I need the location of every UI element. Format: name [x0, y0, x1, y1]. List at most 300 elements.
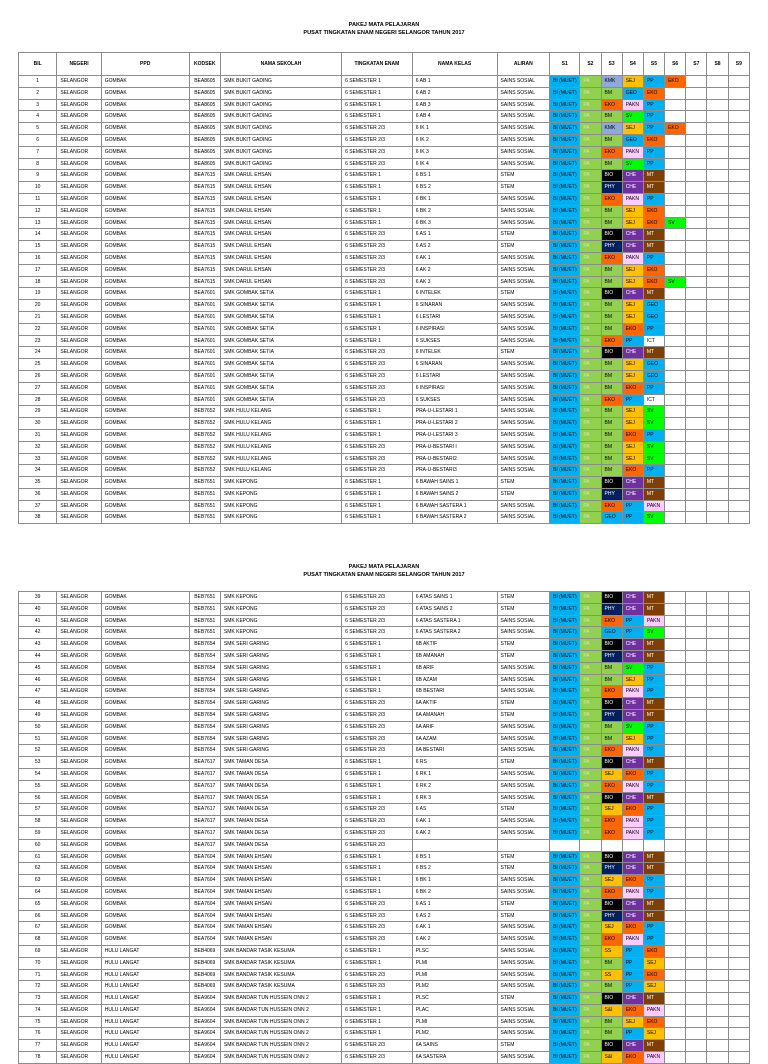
cell-aliran: SAINS SOSIAL — [497, 674, 550, 686]
cell-kodsek: BEB7651 — [189, 615, 220, 627]
table-row — [19, 182, 750, 194]
cell-s2: PA — [580, 945, 601, 957]
cell-negeri: SELANGOR — [57, 1040, 101, 1052]
table-row — [19, 465, 750, 477]
cell-bil: 25 — [19, 359, 57, 371]
cell-kodsek: BEA7615 — [189, 241, 220, 253]
cell-s7 — [686, 323, 707, 335]
cell-s1: BI (MUET) — [550, 650, 580, 662]
cell-aliran: SAINS SOSIAL — [497, 311, 550, 323]
cell-s1: BI (MUET) — [550, 300, 580, 312]
cell-aliran: STEM — [497, 241, 550, 253]
cell-s1: BI (MUET) — [550, 1028, 580, 1040]
cell-nama-kelas: 6 INSPIRASI — [412, 323, 497, 335]
cell-s6 — [665, 264, 686, 276]
cell-nama-sekolah: SMK KEPONG — [220, 592, 341, 604]
table-row — [19, 477, 750, 489]
cell-nama-kelas: 6 BK 1 — [412, 875, 497, 887]
cell-s5: EKO — [643, 945, 664, 957]
cell-s7 — [686, 453, 707, 465]
cell-aliran: SAINS SOSIAL — [497, 945, 550, 957]
cell-tingkatan: 6 SEMESTER 1 — [342, 406, 413, 418]
cell-s1: BI (MUET) — [550, 229, 580, 241]
cell-s7 — [686, 851, 707, 863]
cell-s6 — [665, 957, 686, 969]
cell-s4: PAKN — [622, 686, 643, 698]
table-row — [19, 87, 750, 99]
cell-s3: EKO — [601, 394, 622, 406]
cell-s2: PA — [580, 182, 601, 194]
cell-negeri: SELANGOR — [57, 792, 101, 804]
cell-s1: BI (MUET) — [550, 662, 580, 674]
cell-s3: PHY — [601, 650, 622, 662]
cell-s2: PA — [580, 76, 601, 88]
cell-s8 — [707, 780, 728, 792]
cell-kodsek: BEB4069 — [189, 981, 220, 993]
cell-s4: EKO — [622, 1004, 643, 1016]
table-body — [19, 592, 750, 1064]
cell-s5: MT — [643, 170, 664, 182]
cell-s5: PP — [643, 827, 664, 839]
header-s7: S7 — [686, 53, 707, 76]
cell-nama-sekolah: SMK GOMBAK SETIA — [220, 288, 341, 300]
table-row — [19, 768, 750, 780]
cell-negeri: SELANGOR — [57, 182, 101, 194]
cell-s3: BM — [601, 134, 622, 146]
cell-s4: PP — [622, 500, 643, 512]
cell-s1: BI (MUET) — [550, 934, 580, 946]
header-s6: S6 — [665, 53, 686, 76]
cell-s7 — [686, 311, 707, 323]
cell-ppd: GOMBAK — [101, 768, 189, 780]
cell-s5: PP — [643, 193, 664, 205]
cell-kodsek: BEA7615 — [189, 217, 220, 229]
cell-nama-sekolah: SMK BANDAR TUN HUSSEIN ONN 2 — [220, 1028, 341, 1040]
cell-negeri: SELANGOR — [57, 382, 101, 394]
cell-tingkatan: 6 SEMESTER 1 — [342, 429, 413, 441]
cell-aliran: SAINS SOSIAL — [497, 323, 550, 335]
cell-s3: GEO — [601, 512, 622, 524]
cell-aliran: SAINS SOSIAL — [497, 418, 550, 430]
cell-kodsek: BEA7604 — [189, 898, 220, 910]
cell-negeri: SELANGOR — [57, 886, 101, 898]
cell-aliran: SAINS SOSIAL — [497, 500, 550, 512]
cell-s8 — [707, 686, 728, 698]
cell-s4: SEJ — [622, 123, 643, 135]
cell-bil: 45 — [19, 662, 57, 674]
cell-negeri: SELANGOR — [57, 910, 101, 922]
cell-kodsek: BEA7601 — [189, 347, 220, 359]
cell-ppd: GOMBAK — [101, 158, 189, 170]
cell-bil: 51 — [19, 733, 57, 745]
table-row — [19, 674, 750, 686]
cell-nama-sekolah: SMK TAMAN EHSAN — [220, 910, 341, 922]
cell-tingkatan: 6 SEMESTER 2/3 — [342, 721, 413, 733]
cell-negeri: SELANGOR — [57, 851, 101, 863]
cell-s3: BM — [601, 276, 622, 288]
cell-nama-sekolah: SMK SERI GARING — [220, 686, 341, 698]
cell-s1: BI (MUET) — [550, 323, 580, 335]
cell-bil: 65 — [19, 898, 57, 910]
cell-bil: 41 — [19, 615, 57, 627]
cell-negeri: SELANGOR — [57, 1004, 101, 1016]
cell-negeri: SELANGOR — [57, 335, 101, 347]
cell-s8 — [707, 721, 728, 733]
cell-s8 — [707, 969, 728, 981]
cell-bil: 19 — [19, 288, 57, 300]
subject-package-table-1 — [18, 52, 750, 524]
cell-tingkatan: 6 SEMESTER 2/3 — [342, 839, 413, 851]
cell-s6 — [665, 241, 686, 253]
cell-negeri: SELANGOR — [57, 288, 101, 300]
cell-s9 — [728, 674, 749, 686]
cell-s8 — [707, 1052, 728, 1064]
cell-negeri: SELANGOR — [57, 264, 101, 276]
table-row — [19, 111, 750, 123]
cell-s3: BIO — [601, 792, 622, 804]
cell-s6 — [665, 370, 686, 382]
cell-s9 — [728, 827, 749, 839]
table-row — [19, 757, 750, 769]
cell-s5: EKO — [643, 134, 664, 146]
cell-ppd: GOMBAK — [101, 639, 189, 651]
cell-s6 — [665, 300, 686, 312]
cell-negeri: SELANGOR — [57, 827, 101, 839]
header-s8: S8 — [707, 53, 728, 76]
cell-kodsek: BEA8605 — [189, 134, 220, 146]
cell-s7 — [686, 477, 707, 489]
cell-kodsek: BEA9604 — [189, 1040, 220, 1052]
cell-s8 — [707, 698, 728, 710]
cell-s3: EKO — [601, 886, 622, 898]
cell-ppd: HULU LANGAT — [101, 981, 189, 993]
cell-s6 — [665, 347, 686, 359]
cell-kodsek: BEA7615 — [189, 252, 220, 264]
cell-s3: BM — [601, 382, 622, 394]
cell-s2: PA — [580, 370, 601, 382]
cell-bil: 28 — [19, 394, 57, 406]
cell-s9 — [728, 969, 749, 981]
cell-s8 — [707, 370, 728, 382]
table-row — [19, 1040, 750, 1052]
cell-s1: BI (MUET) — [550, 429, 580, 441]
cell-aliran: STEM — [497, 863, 550, 875]
cell-ppd: GOMBAK — [101, 465, 189, 477]
header-negeri: NEGERI — [57, 53, 101, 76]
cell-s5: SV — [643, 453, 664, 465]
cell-tingkatan: 6 SEMESTER 1 — [342, 686, 413, 698]
cell-tingkatan: 6 SEMESTER 2/3 — [342, 898, 413, 910]
cell-s8 — [707, 477, 728, 489]
cell-s2: PA — [580, 158, 601, 170]
cell-s8 — [707, 1016, 728, 1028]
cell-nama-kelas: 6 AK 2 — [412, 934, 497, 946]
cell-aliran: SAINS SOSIAL — [497, 146, 550, 158]
cell-s1: BI (MUET) — [550, 111, 580, 123]
cell-aliran: SAINS SOSIAL — [497, 335, 550, 347]
cell-bil: 52 — [19, 745, 57, 757]
cell-s7 — [686, 1040, 707, 1052]
cell-s2: PA — [580, 99, 601, 111]
header-ppd: PPD — [101, 53, 189, 76]
cell-nama-sekolah: SMK DARUL EHSAN — [220, 276, 341, 288]
cell-negeri: SELANGOR — [57, 934, 101, 946]
cell-s6 — [665, 134, 686, 146]
cell-s1 — [550, 839, 580, 851]
cell-tingkatan: 6 SEMESTER 1 — [342, 945, 413, 957]
cell-s1: BI (MUET) — [550, 709, 580, 721]
cell-ppd: GOMBAK — [101, 123, 189, 135]
cell-kodsek: BEB4069 — [189, 945, 220, 957]
cell-tingkatan: 6 SEMESTER 1 — [342, 674, 413, 686]
cell-s6 — [665, 686, 686, 698]
cell-aliran: SAINS SOSIAL — [497, 453, 550, 465]
cell-s7 — [686, 300, 707, 312]
cell-negeri: SELANGOR — [57, 229, 101, 241]
cell-s9 — [728, 639, 749, 651]
cell-nama-kelas: 6 IK 3 — [412, 146, 497, 158]
cell-nama-kelas: 6 IK 1 — [412, 123, 497, 135]
cell-s5: MT — [643, 347, 664, 359]
cell-s9 — [728, 453, 749, 465]
cell-s9 — [728, 252, 749, 264]
cell-bil: 66 — [19, 910, 57, 922]
cell-s3: BM — [601, 300, 622, 312]
cell-s6 — [665, 193, 686, 205]
cell-s8 — [707, 981, 728, 993]
cell-tingkatan: 6 SEMESTER 1 — [342, 768, 413, 780]
cell-s9 — [728, 745, 749, 757]
cell-aliran: STEM — [497, 993, 550, 1005]
cell-nama-kelas: 6 BK 2 — [412, 205, 497, 217]
cell-s3 — [601, 839, 622, 851]
cell-tingkatan: 6 SEMESTER 2/3 — [342, 969, 413, 981]
cell-aliran: STEM — [497, 1040, 550, 1052]
cell-s4: SV — [622, 721, 643, 733]
cell-negeri: SELANGOR — [57, 370, 101, 382]
cell-nama-kelas: 6 ATAS SAINS 2 — [412, 603, 497, 615]
table-row — [19, 323, 750, 335]
cell-bil: 58 — [19, 816, 57, 828]
cell-s9 — [728, 477, 749, 489]
table-row — [19, 603, 750, 615]
cell-nama-sekolah: SMK DARUL EHSAN — [220, 182, 341, 194]
cell-s6 — [665, 359, 686, 371]
cell-ppd: GOMBAK — [101, 934, 189, 946]
cell-kodsek: BEA9604 — [189, 1028, 220, 1040]
cell-negeri: SELANGOR — [57, 170, 101, 182]
cell-aliran: SAINS SOSIAL — [497, 512, 550, 524]
cell-s1: BI (MUET) — [550, 733, 580, 745]
cell-nama-sekolah: SMK BANDAR TASIK KESUMA — [220, 969, 341, 981]
cell-tingkatan: 6 SEMESTER 1 — [342, 863, 413, 875]
cell-s3: BM — [601, 264, 622, 276]
cell-ppd: GOMBAK — [101, 99, 189, 111]
cell-nama-sekolah: SMK TAMAN EHSAN — [220, 886, 341, 898]
subject-package-table-2 — [18, 591, 750, 1064]
cell-nama-sekolah: SMK SERI GARING — [220, 709, 341, 721]
cell-nama-kelas: 6 AB 4 — [412, 111, 497, 123]
cell-s2: PA — [580, 780, 601, 792]
cell-kodsek: BEA7615 — [189, 170, 220, 182]
cell-s4: CHE — [622, 639, 643, 651]
cell-tingkatan: 6 SEMESTER 2/3 — [342, 252, 413, 264]
cell-aliran: SAINS SOSIAL — [497, 252, 550, 264]
cell-nama-sekolah: SMK GOMBAK SETIA — [220, 335, 341, 347]
cell-s2: PA — [580, 851, 601, 863]
cell-tingkatan: 6 SEMESTER 2/3 — [342, 709, 413, 721]
cell-s7 — [686, 1016, 707, 1028]
cell-s7 — [686, 745, 707, 757]
cell-s1: BI (MUET) — [550, 382, 580, 394]
cell-s9 — [728, 993, 749, 1005]
cell-tingkatan: 6 SEMESTER 1 — [342, 886, 413, 898]
cell-negeri: SELANGOR — [57, 146, 101, 158]
cell-kodsek: BEA7615 — [189, 276, 220, 288]
cell-s2: PA — [580, 910, 601, 922]
cell-nama-kelas — [412, 839, 497, 851]
cell-s5: PP — [643, 934, 664, 946]
cell-kodsek: BEA7601 — [189, 288, 220, 300]
cell-s7 — [686, 394, 707, 406]
cell-nama-kelas: 6 ATAS SASTERA 1 — [412, 615, 497, 627]
cell-nama-kelas: PRA-U-BESTARI2 — [412, 453, 497, 465]
cell-s8 — [707, 359, 728, 371]
table-row — [19, 662, 750, 674]
cell-s5: MT — [643, 910, 664, 922]
cell-s4: CHE — [622, 182, 643, 194]
cell-bil: 69 — [19, 945, 57, 957]
cell-s7 — [686, 910, 707, 922]
cell-s7 — [686, 898, 707, 910]
cell-ppd: GOMBAK — [101, 182, 189, 194]
cell-kodsek: BEA7615 — [189, 205, 220, 217]
cell-kodsek: BEA8605 — [189, 146, 220, 158]
cell-s6 — [665, 863, 686, 875]
cell-tingkatan: 6 SEMESTER 2/3 — [342, 264, 413, 276]
cell-s8 — [707, 512, 728, 524]
cell-nama-sekolah: SMK SERI GARING — [220, 745, 341, 757]
cell-s7 — [686, 922, 707, 934]
cell-s2: PA — [580, 698, 601, 710]
cell-tingkatan: 6 SEMESTER 1 — [342, 780, 413, 792]
title-line-1: PAKEJ MATA PELAJARAN — [348, 564, 420, 570]
cell-ppd: GOMBAK — [101, 335, 189, 347]
cell-s9 — [728, 134, 749, 146]
cell-nama-sekolah: SMK GOMBAK SETIA — [220, 370, 341, 382]
cell-nama-kelas: 6 BK 1 — [412, 193, 497, 205]
cell-s3: PHY — [601, 863, 622, 875]
cell-s6 — [665, 335, 686, 347]
cell-s6 — [665, 323, 686, 335]
cell-bil: 12 — [19, 205, 57, 217]
cell-s3: BM — [601, 674, 622, 686]
cell-s1: BI (MUET) — [550, 768, 580, 780]
cell-s9 — [728, 264, 749, 276]
header-s3: S3 — [601, 53, 622, 76]
cell-s8 — [707, 1004, 728, 1016]
header-row — [19, 53, 750, 76]
cell-aliran: STEM — [497, 182, 550, 194]
cell-bil: 64 — [19, 886, 57, 898]
cell-bil: 40 — [19, 603, 57, 615]
cell-s6 — [665, 592, 686, 604]
table-row — [19, 898, 750, 910]
cell-s6 — [665, 252, 686, 264]
cell-s8 — [707, 123, 728, 135]
cell-s7 — [686, 981, 707, 993]
cell-kodsek: BEA7604 — [189, 875, 220, 887]
cell-s3: EKO — [601, 816, 622, 828]
cell-s8 — [707, 674, 728, 686]
cell-s1: BI (MUET) — [550, 886, 580, 898]
cell-tingkatan: 6 SEMESTER 1 — [342, 87, 413, 99]
cell-s2: PA — [580, 193, 601, 205]
cell-s2: PA — [580, 934, 601, 946]
cell-ppd: GOMBAK — [101, 347, 189, 359]
cell-s4: CHE — [622, 650, 643, 662]
cell-negeri: SELANGOR — [57, 839, 101, 851]
cell-s2: PA — [580, 477, 601, 489]
cell-nama-sekolah: SMK DARUL EHSAN — [220, 229, 341, 241]
cell-s5: MT — [643, 229, 664, 241]
cell-s7 — [686, 816, 707, 828]
cell-nama-kelas: 6 BS 1 — [412, 851, 497, 863]
table-row — [19, 957, 750, 969]
cell-s5: PP — [643, 745, 664, 757]
cell-nama-kelas: 6 AK 1 — [412, 252, 497, 264]
cell-s1: BI (MUET) — [550, 76, 580, 88]
cell-s8 — [707, 488, 728, 500]
cell-s2: PA — [580, 957, 601, 969]
cell-bil: 49 — [19, 709, 57, 721]
cell-s4: PP — [622, 945, 643, 957]
cell-s1: BI (MUET) — [550, 347, 580, 359]
cell-s7 — [686, 957, 707, 969]
cell-s1: BI (MUET) — [550, 488, 580, 500]
cell-s3: BIO — [601, 288, 622, 300]
cell-s3: EKO — [601, 252, 622, 264]
cell-s5: PP — [643, 465, 664, 477]
table-row — [19, 146, 750, 158]
cell-nama-kelas: 6 BS 2 — [412, 863, 497, 875]
cell-s9 — [728, 465, 749, 477]
cell-s9 — [728, 851, 749, 863]
cell-s9 — [728, 792, 749, 804]
cell-negeri: SELANGOR — [57, 500, 101, 512]
cell-s3: BM — [601, 217, 622, 229]
cell-ppd: GOMBAK — [101, 288, 189, 300]
cell-bil: 5 — [19, 123, 57, 135]
cell-s5: SV — [643, 406, 664, 418]
cell-negeri: SELANGOR — [57, 406, 101, 418]
cell-negeri: SELANGOR — [57, 603, 101, 615]
cell-s5: SEJ — [643, 981, 664, 993]
cell-ppd: GOMBAK — [101, 910, 189, 922]
cell-nama-kelas: 6 BK 2 — [412, 886, 497, 898]
cell-bil: 54 — [19, 768, 57, 780]
cell-s2: PA — [580, 111, 601, 123]
table-row — [19, 851, 750, 863]
header-nama-sekolah: NAMA SEKOLAH — [220, 53, 341, 76]
cell-aliran: STEM — [497, 229, 550, 241]
cell-s7 — [686, 674, 707, 686]
header-s9: S9 — [728, 53, 749, 76]
table-row — [19, 780, 750, 792]
cell-s3: PHY — [601, 709, 622, 721]
cell-s9 — [728, 816, 749, 828]
cell-tingkatan: 6 SEMESTER 1 — [342, 875, 413, 887]
